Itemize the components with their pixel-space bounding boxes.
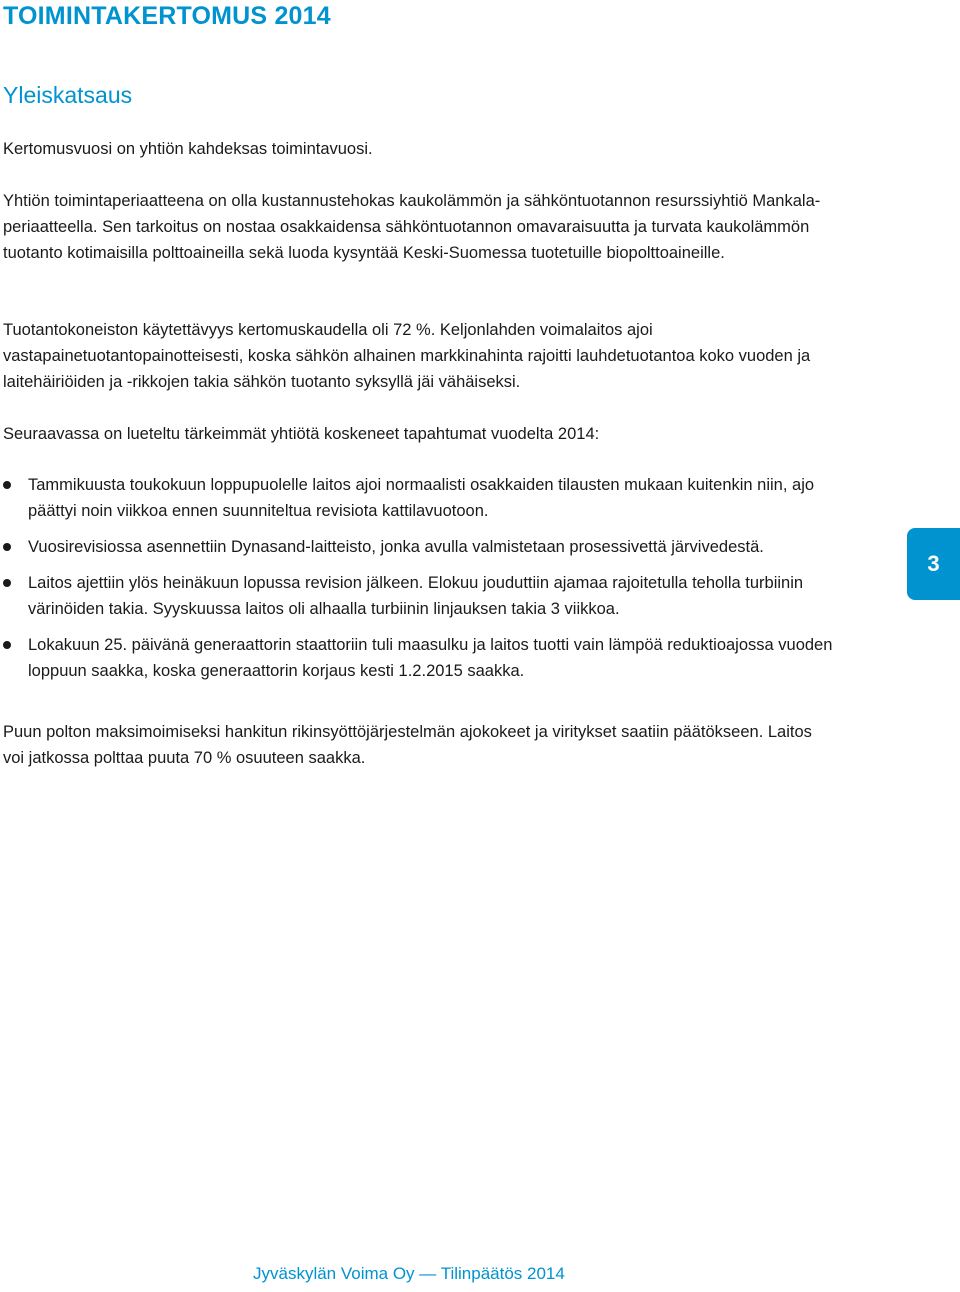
paragraph-principle: Yhtiön toimintaperiaatteena on olla kustannustehokas kaukolämmön ja sähköntuotannon resurssiyhtiö Mankala-periaatteella. Sen tarkoitus on nostaa osakkaidensa sähköntuotannon omavaraisuutta ja turvata kaukolämmön tuotanto kotimaisilla polttoaineilla sekä luoda kysyntää Keski-Suomessa tuotetuille biopolttoaineille. (3, 192, 821, 262)
page-number-tab (907, 528, 960, 600)
bullet-dot-icon (3, 481, 11, 489)
list-item (0, 570, 840, 622)
page-number: 3 (927, 551, 940, 576)
paragraph-wood-burning: Puun polton maksimoimiseksi hankitun rikinsyöttöjärjestelmän ajokokeet ja viritykset saatiin päätökseen. Laitos voi jatkossa polttaa puuta 70 % osuuteen saakka. (3, 723, 812, 767)
events-list (0, 472, 840, 684)
bullet-dot-icon (3, 579, 11, 587)
page-title: TOIMINTAKERTOMUS 2014 (3, 2, 331, 30)
list-item (0, 534, 840, 560)
paragraph-events-intro: Seuraavassa on lueteltu tärkeimmät yhtiötä koskeneet tapahtumat vuodelta 2014: (3, 425, 600, 443)
list-item (0, 472, 840, 524)
list-item-text: Laitos ajettiin ylös heinäkuun lopussa revision jälkeen. Elokuu jouduttiin ajamaa rajoitetulla teholla turbiinin värinöiden takia. Syyskuussa laitos oli alhaalla turbiinin linjauksen takia 3 viikkoa. (28, 574, 804, 618)
paragraph-availability: Tuotantokoneiston käytettävyys kertomuskaudella oli 72 %. Keljonlahden voimalaitos ajoi vastapainetuotantopainotteisesti, koska sähkön alhainen markkinahinta rajoitti lauhdetuotantoa koko vuoden ja laitehäiriöiden ja -rikkojen takia sähkön tuotanto syksyllä jäi vähäiseksi. (3, 321, 811, 391)
bullet-dot-icon (3, 641, 11, 649)
footer: Jyväskylän Voima Oy — Tilinpäätös 2014 (253, 1264, 565, 1283)
list-item (0, 632, 840, 684)
list-item-text: Tammikuusta toukokuun loppupuolelle laitos ajoi normaalisti osakkaiden tilausten mukaan kuitenkin niin, ajo päättyi noin viikkoa ennen suunniteltua revisiota kattilavuotoon. (28, 476, 815, 520)
list-item-text: Lokakuun 25. päivänä generaattorin staattoriin tuli maasulku ja laitos tuotti vain lämpöä reduktioajossa vuoden loppuun saakka, koska generaattorin korjaus kesti 1.2.2015 saakka. (28, 636, 833, 680)
section-heading: Yleiskatsaus (3, 82, 133, 108)
list-item-text: Vuosirevisiossa asennettiin Dynasand-laitteisto, jonka avulla valmistetaan prosessivettä järvivedestä. (28, 538, 764, 556)
bullet-dot-icon (3, 543, 11, 551)
paragraph-intro: Kertomusvuosi on yhtiön kahdeksas toimintavuosi. (3, 140, 373, 158)
